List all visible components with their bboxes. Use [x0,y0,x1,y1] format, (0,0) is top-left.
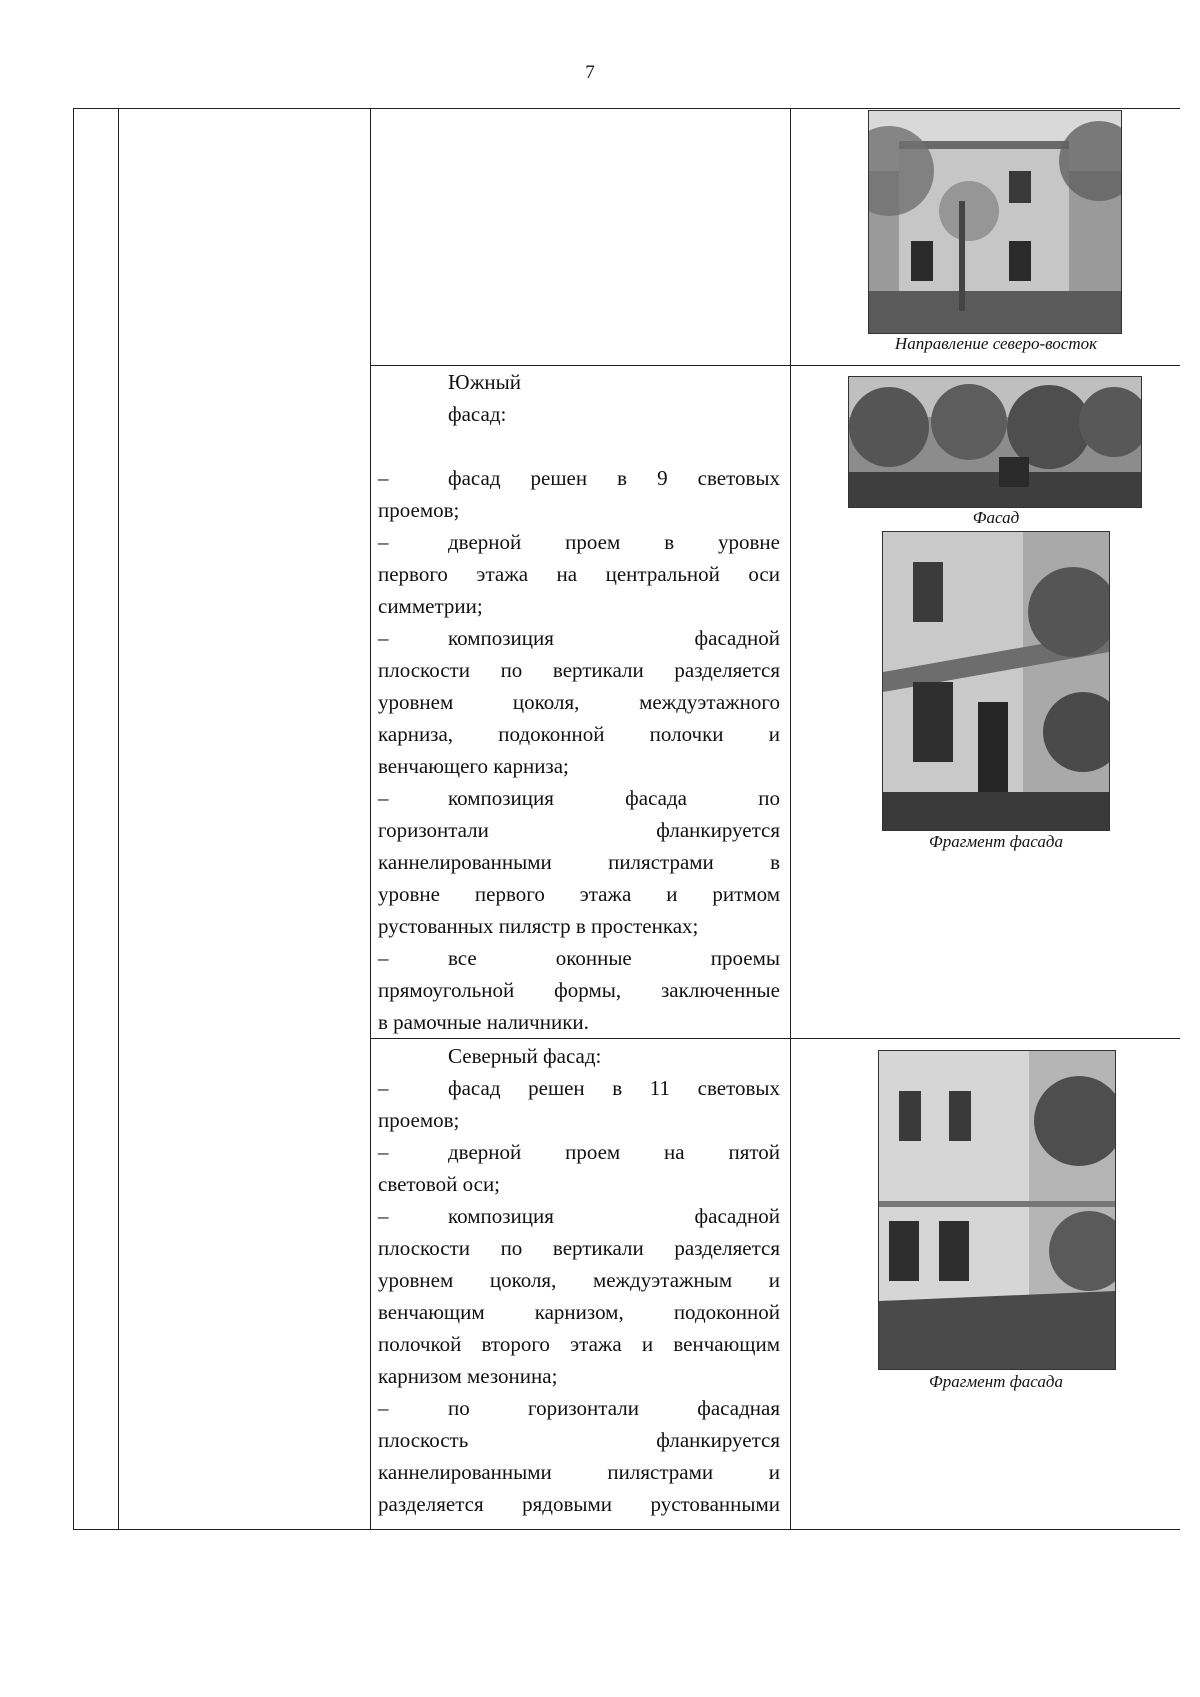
bullet-dash: – [378,530,389,554]
south-item-5-line: – все оконные проемы [378,942,780,974]
table-col-divider-2 [370,108,371,1530]
north-item-4-line: – по горизонтали фасадная [378,1392,780,1424]
south-item-3-line: – композиция фасадной [378,622,780,654]
south-title-line1: Южный [448,370,521,394]
south-item-3-line: карниза, подоконной полочки и [378,722,780,746]
table-border-bottom [73,1529,1180,1530]
fragment-photo-graphic [883,532,1109,830]
bullet-dash: – [378,466,389,490]
south-item-4 [378,782,780,942]
north-title: Северный фасад: [448,1044,602,1068]
table-border-left [73,108,74,1530]
north-item-3-line: карнизом мезонина; [378,1364,558,1388]
north-item-4-line: плоскость фланкируется [378,1428,780,1452]
south-item-4-line: рустованных пилястр в простенках; [378,914,699,938]
bullet-dash: – [378,1076,389,1100]
south-item-5-line: в рамочные наличники. [378,1010,589,1034]
south-item-2 [378,526,780,622]
south-item-4-line: – композиция фасада по [378,782,780,814]
north-item-2-line: световой оси; [378,1172,501,1196]
building-photo-graphic [869,111,1121,333]
north-item-3-line: плоскости по вертикали разделяется [378,1236,780,1260]
table-col-divider-1 [118,108,119,1530]
south-item-3-line: венчающего карниза; [378,754,569,778]
south-item-1-line: проемов; [378,498,460,522]
blank-line [378,430,780,462]
south-item-3 [378,622,780,782]
south-item-1 [378,462,780,526]
north-item-1-line: проемов; [378,1108,460,1132]
north-items-list [378,1072,780,1520]
north-item-3-line: полочкой второго этажа и венчающим [378,1332,780,1356]
south-item-4-line: горизонтали фланкируется [378,818,780,842]
bullet-dash: – [378,626,389,650]
north-facade-description [378,1040,780,1520]
north-item-4-line: каннелированными пилястрами и [378,1460,780,1484]
caption-south-fragment: Фрагмент фасада [929,832,1063,851]
south-items-list [378,462,780,1038]
bullet-dash: – [378,1204,389,1228]
north-item-3-line: уровнем цоколя, междуэтажным и [378,1268,780,1292]
bullet-dash: – [378,1140,389,1164]
table-col-divider-3 [790,108,791,1530]
north-item-4-line: разделяется рядовыми рустованными [378,1492,780,1516]
south-item-4-line: уровне первого этажа и ритмом [378,882,780,906]
south-item-3-line: уровнем цоколя, междуэтажного [378,690,780,714]
north-item-3 [378,1200,780,1392]
photo-south-facade [848,376,1142,508]
north-item-1-line: – фасад решен в 11 световых [378,1072,780,1104]
page-number: 7 [585,62,595,83]
table-border-top [73,108,1180,109]
south-item-3-line: плоскости по вертикали разделяется [378,658,780,682]
south-item-2-line: – дверной проем в уровне [378,526,780,558]
south-item-5 [378,942,780,1038]
photo-north-facade-fragment [878,1050,1116,1370]
south-item-2-line: первого этажа на центральной оси [378,562,780,586]
north-fragment-photo-graphic [879,1051,1115,1369]
photo-northeast-view [868,110,1122,334]
caption-north-fragment: Фрагмент фасада [929,1372,1063,1391]
caption-northeast: Направление северо-восток [894,334,1098,353]
south-item-1-line: – фасад решен в 9 световых [378,462,780,494]
south-facade-description [378,366,780,1038]
north-item-3-line: венчающим карнизом, подоконной [378,1300,780,1324]
north-item-3-line: – композиция фасадной [378,1200,780,1232]
north-item-4 [378,1392,780,1520]
photo-south-facade-fragment [882,531,1110,831]
north-item-2 [378,1136,780,1200]
bullet-dash: – [378,946,389,970]
facade-photo-graphic [849,377,1141,507]
north-item-2-line: – дверной проем на пятой [378,1136,780,1168]
south-item-5-line: прямоугольной формы, заключенные [378,978,780,1002]
south-item-2-line: симметрии; [378,594,483,618]
bullet-dash: – [378,786,389,810]
row-divider-2 [370,1038,1180,1039]
bullet-dash: – [378,1396,389,1420]
north-item-1 [378,1072,780,1136]
south-title-line2: фасад: [448,402,507,426]
south-item-4-line: каннелированными пилястрами в [378,850,780,874]
caption-facade: Фасад [972,508,1020,527]
